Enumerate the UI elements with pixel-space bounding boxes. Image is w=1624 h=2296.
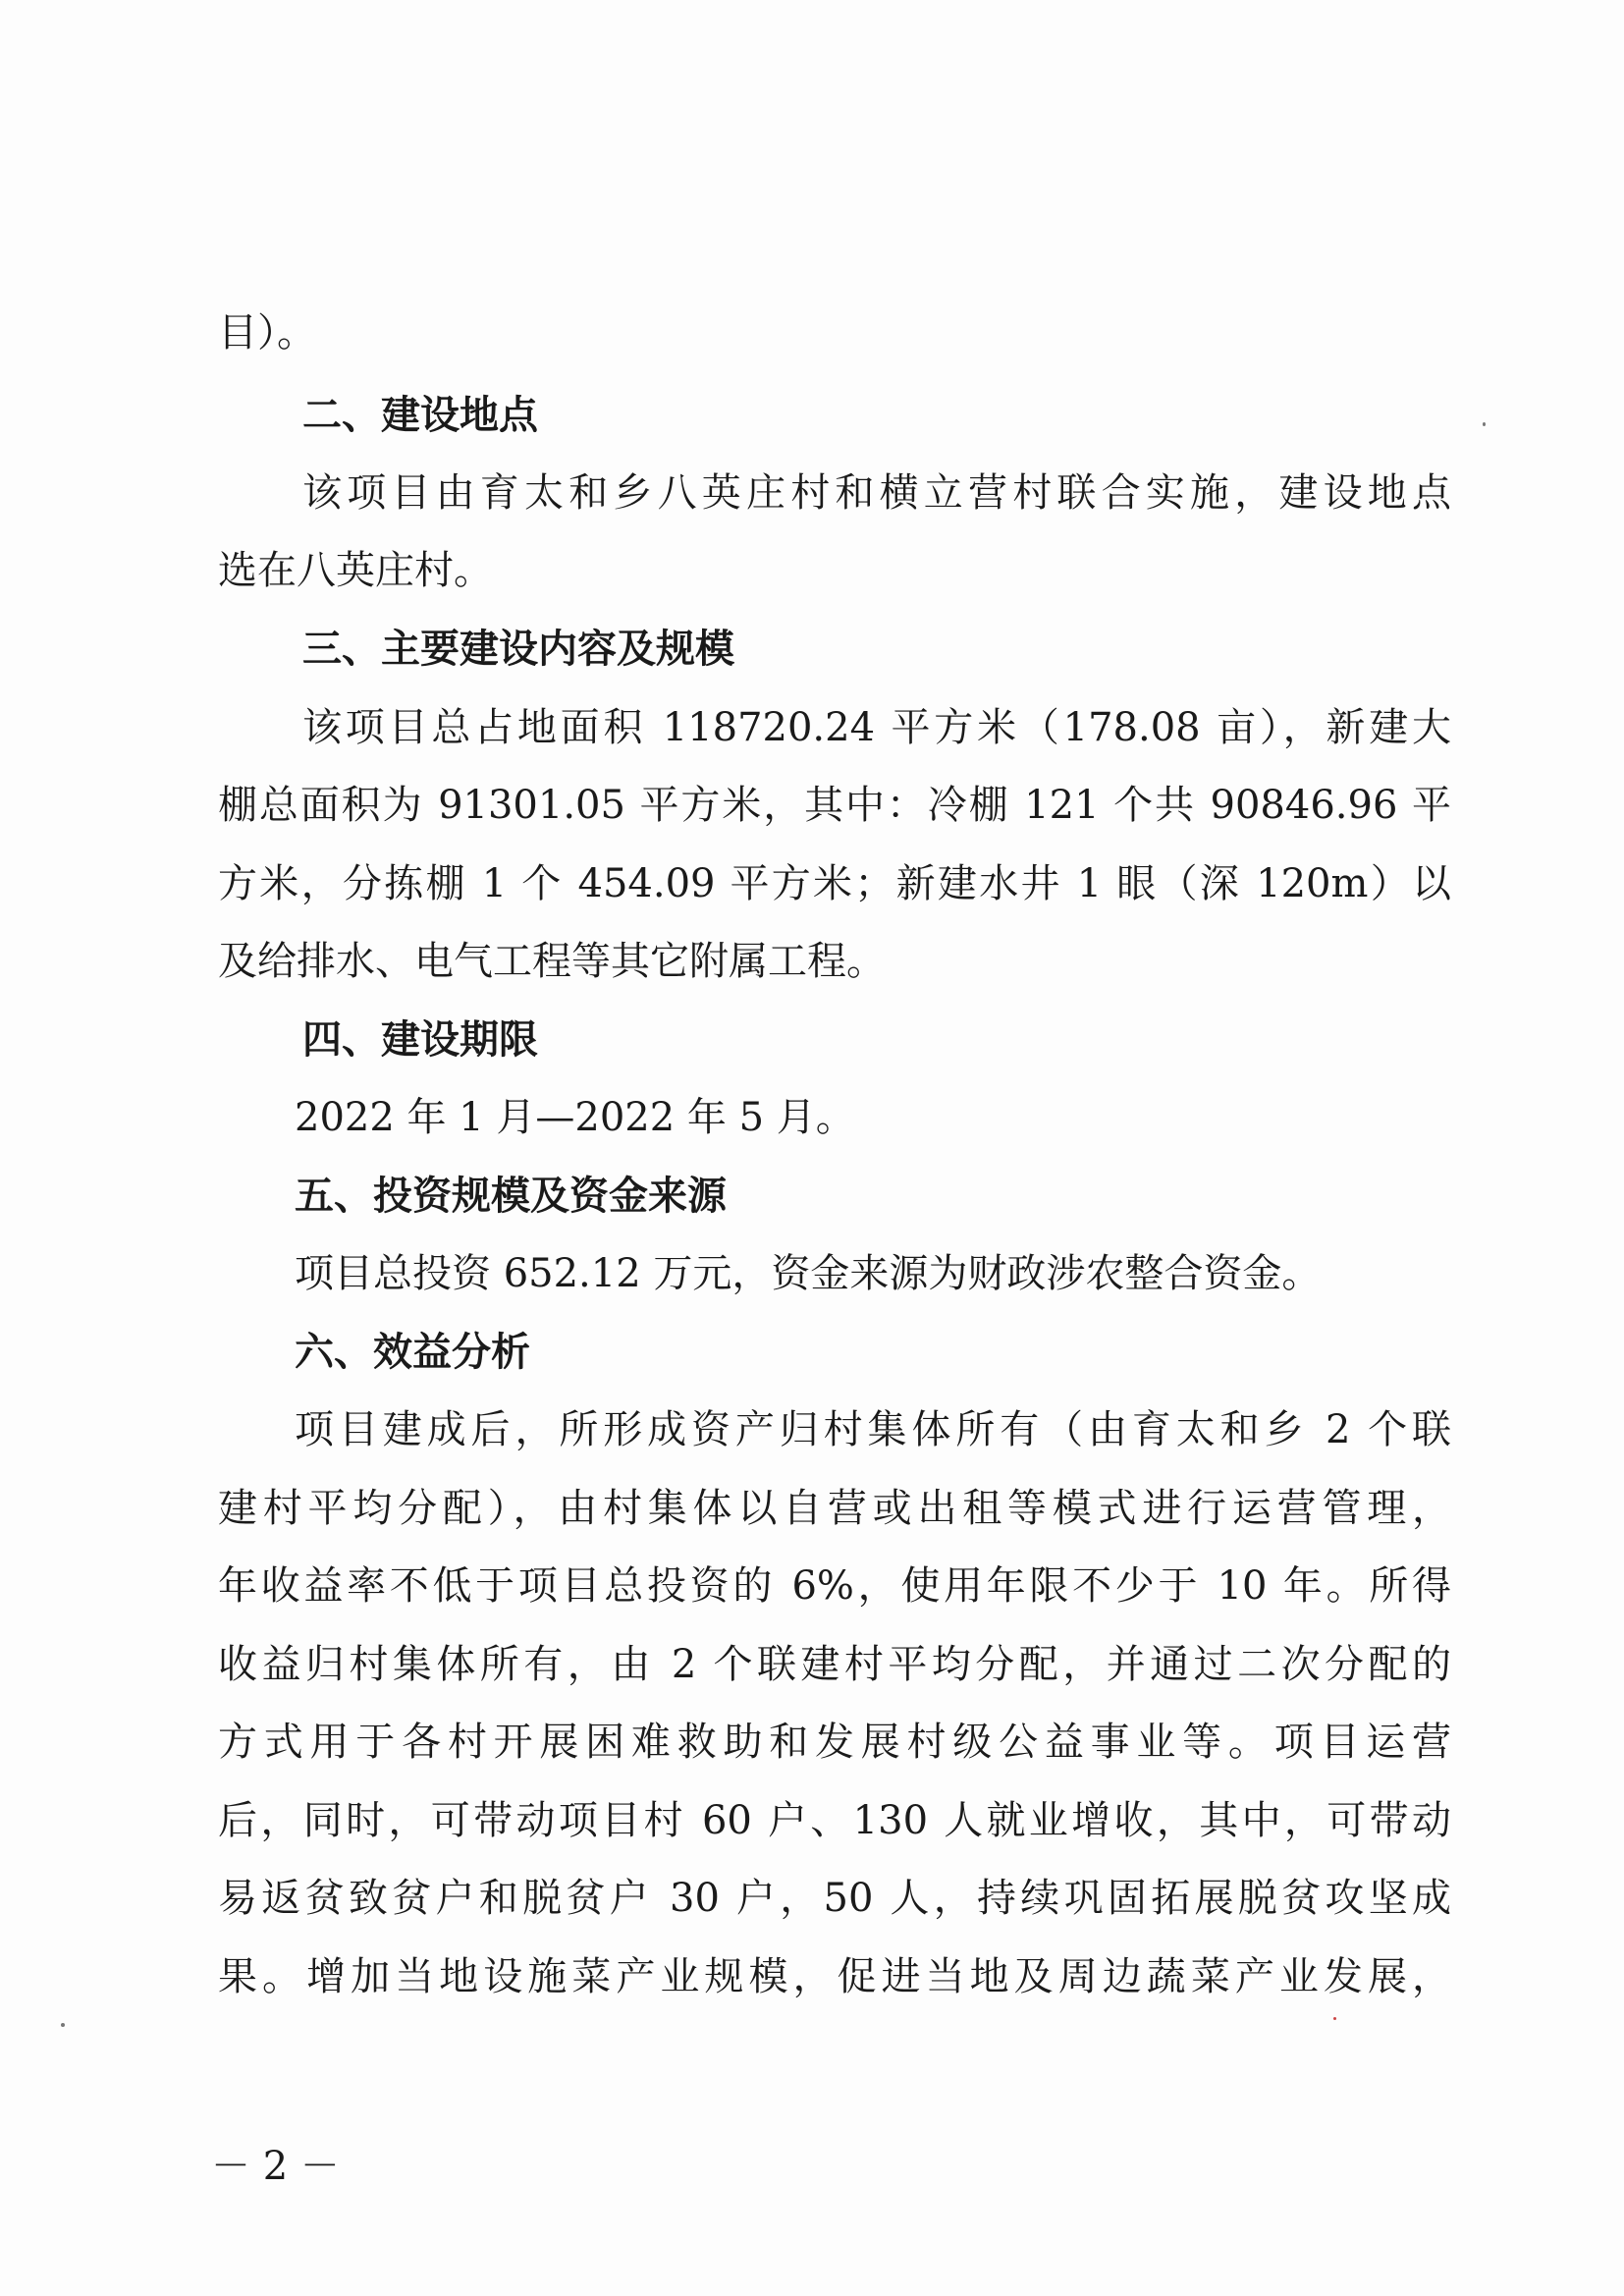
section-heading-content: 三、主要建设内容及规模 xyxy=(302,627,734,672)
page-number: － 2 － xyxy=(211,2144,340,2189)
text-line-3: 该项目由育太和乡八英庄村和横立营村联合实施，建设地点 xyxy=(302,470,1451,516)
text-line-8: 方米，分拣棚 1 个 454.09 平方米；新建水井 1 眼（深 120m）以 xyxy=(218,861,1451,906)
text-line-18: 收益归村集体所有，由 2 个联建村平均分配，并通过二次分配的 xyxy=(218,1642,1451,1687)
text-line-20: 后，同时，可带动项目村 60 户、130 人就业增收，其中，可带动 xyxy=(218,1798,1451,1843)
section-heading-location: 二、建设地点 xyxy=(302,393,538,438)
section-heading-benefit: 六、效益分析 xyxy=(295,1330,530,1375)
text-line-16: 建村平均分配），由村集体以自营或出租等模式进行运营管理， xyxy=(218,1486,1451,1531)
scan-speck xyxy=(1333,2017,1336,2020)
text-line-6: 该项目总占地面积 118720.24 平方米（178.08 亩），新建大 xyxy=(302,705,1451,750)
text-line-1: 目）。 xyxy=(218,310,316,355)
section-heading-investment: 五、投资规模及资金来源 xyxy=(295,1174,727,1219)
text-line-15: 项目建成后，所形成资产归村集体所有（由育太和乡 2 个联 xyxy=(295,1407,1451,1452)
text-line-7: 棚总面积为 91301.05 平方米，其中：冷棚 121 个共 90846.96 平 xyxy=(218,783,1451,828)
text-line-11: 2022 年 1 月—2022 年 5 月。 xyxy=(295,1095,855,1140)
scan-speck xyxy=(61,2023,65,2027)
text-line-21: 易返贫致贫户和脱贫户 30 户，50 人，持续巩固拓展脱贫攻坚成 xyxy=(218,1876,1451,1921)
scan-speck xyxy=(1483,422,1486,426)
text-line-4: 选在八英庄村。 xyxy=(218,548,493,593)
section-heading-period: 四、建设期限 xyxy=(302,1017,538,1063)
text-line-19: 方式用于各村开展困难救助和发展村级公益事业等。项目运营 xyxy=(218,1720,1451,1765)
text-line-17: 年收益率不低于项目总投资的 6%，使用年限不少于 10 年。所得 xyxy=(218,1563,1451,1609)
text-line-13: 项目总投资 652.12 万元，资金来源为财政涉农整合资金。 xyxy=(295,1251,1322,1296)
text-line-22: 果。增加当地设施菜产业规模，促进当地及周边蔬菜产业发展， xyxy=(218,1954,1451,1999)
text-line-9: 及给排水、电气工程等其它附属工程。 xyxy=(218,939,886,984)
